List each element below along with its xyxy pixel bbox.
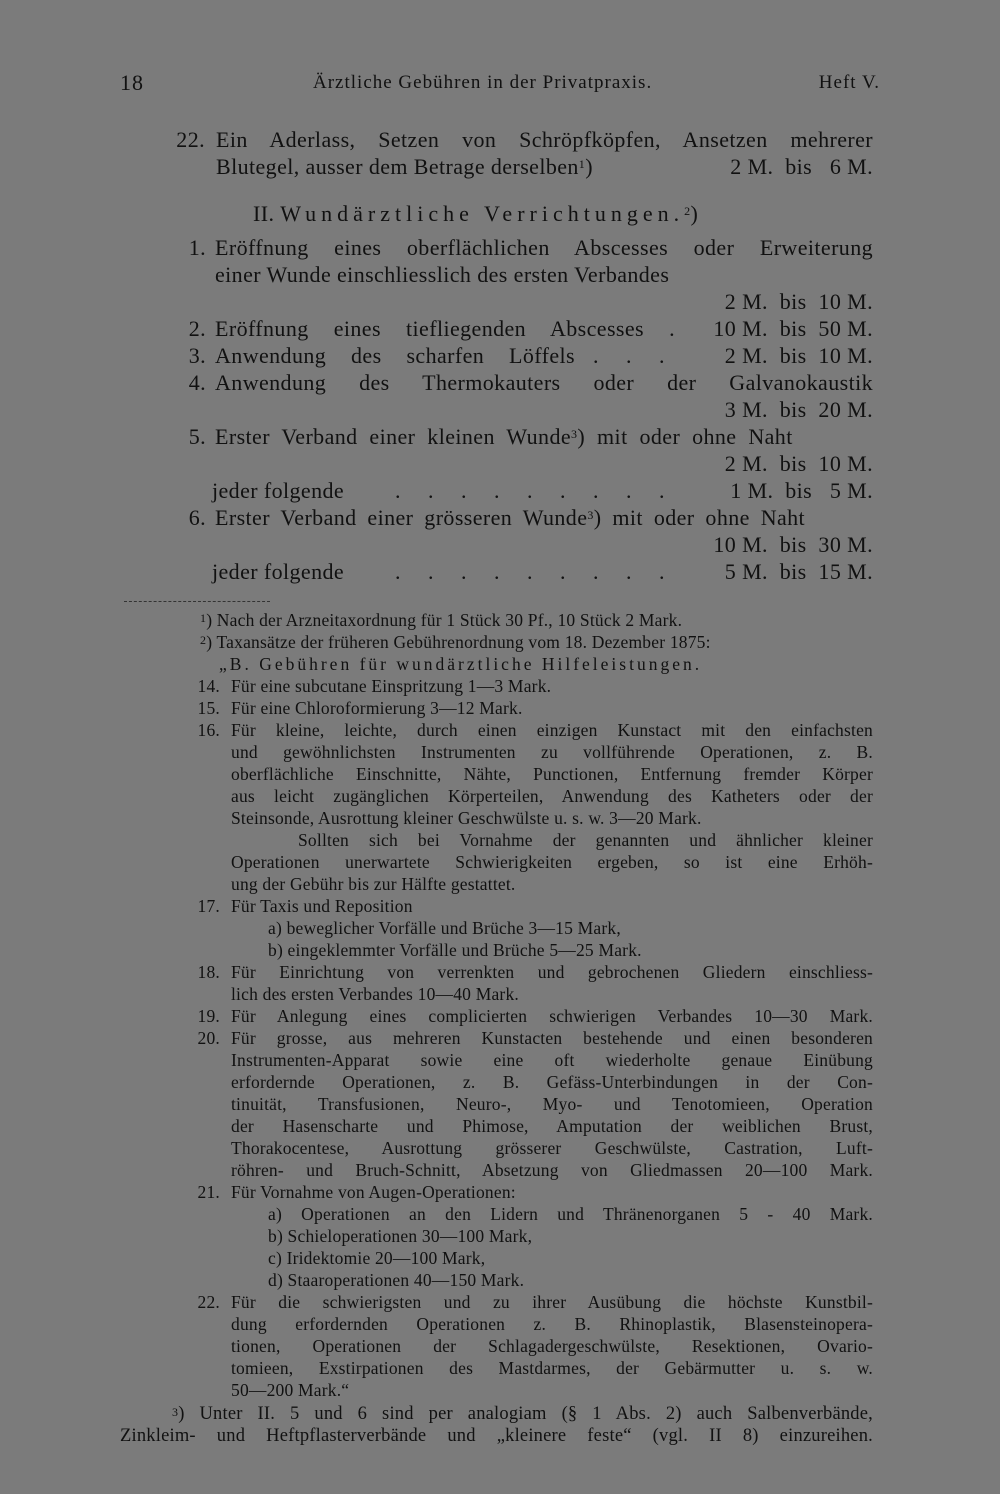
footnote-text: ) Taxansätze der früheren Gebührenordnung vom 18. Dezember 1875: [206,632,711,652]
quoted-text: Steinsonde, Ausrottung kleiner Geschwülste u. s. w. 3—20 Mark. [231,808,702,828]
item-3-line [0,342,1000,369]
quoted-text: Instrumenten-Apparat sowie eine oft wiederholte genaue Einübung [231,1050,873,1070]
quoted-text: tionen, Operationen der Schlagadergeschwülste, Resektionen, Ovario- [231,1336,873,1356]
item-text-cont: ) mit oder ohne Naht [577,424,793,449]
running-title: Ärztliche Gebühren in der Privatpraxis. [313,72,653,93]
footnote-text: ) Nach der Arzneitaxordnung für 1 Stück 30 Pf., 10 Stück 2 Mark. [206,610,683,630]
quoted-text: 50—200 Mark.“ [231,1380,350,1400]
quoted-subitem: a) beweglicher Vorfälle und Brüche 3—15 Mark, [268,918,621,938]
quoted-subitem: b) Schieloperationen 30—100 Mark, [268,1226,533,1246]
footnote-separator [124,601,270,602]
issue-label: Heft V. [818,72,880,93]
item-number: 4. [188,370,206,395]
quoted-line [298,830,873,852]
item-1-amount-line [0,288,1000,315]
quoted-text: ung der Gebühr bis zur Hälfte gestattet. [231,874,516,894]
item-text-cont: ) mit oder ohne Naht [593,505,806,530]
quoted-number: 19. [197,1006,220,1026]
item-amount: 3 M. bis 20 M. [724,397,873,422]
item-6-amount-line [0,531,1000,558]
quoted-text: Für Taxis und Reposition [231,896,413,916]
quoted-text: Für die schwierigsten und zu ihrer Ausübung die höchste Kunstbil- [231,1292,873,1312]
item-number: 2. [188,316,206,341]
quoted-line [231,764,873,786]
quoted-text: und gewöhnlichsten Instrumenten zu vollführende Operationen, z. B. [231,742,873,762]
quoted-line [231,1160,873,1182]
leader-dots: . . . [593,343,676,368]
footnote-ref: 3 [571,427,578,441]
footnote-2 [200,632,711,654]
quoted-item-19 [0,1006,1000,1028]
item-amount: 10 M. bis 50 M. [713,316,873,341]
quoted-text: lich des ersten Verbandes 10—40 Mark. [231,984,519,1004]
item-text: Erster Verband einer kleinen Wunde [215,424,572,449]
quoted-item-21 [0,1182,1000,1204]
item-amount: 10 M. bis 30 M. [713,532,873,557]
item-amount: 5 M. bis 15 M. [724,559,873,584]
footnote-mark: 3 [172,1405,179,1419]
quoted-line [231,1094,873,1116]
footnote-text: Zinkleim- und Heftpflasterverbände und „kleinere feste“ (vgl. II 8) einzureihen. [120,1426,873,1446]
follow-label: jeder folgende [212,478,345,503]
footnote-ref: 2 [684,204,691,218]
item-number: 6. [188,505,206,530]
quoted-text: Für Vornahme von Augen-Operationen: [231,1182,516,1202]
leader-dots: . . . . . . . . . [395,559,676,584]
quoted-text: Für Einrichtung von verrenkten und gebrochenen Gliedern einschliess- [231,962,873,982]
quoted-number: 17. [197,896,220,916]
page-number: 18 [120,70,144,95]
item-text: Erster Verband einer grösseren Wunde [215,505,588,530]
quoted-subitem: c) Iridektomie 20—100 Mark, [268,1248,486,1268]
leader-dots: . . . . . . . . . [395,478,676,503]
item-amount: 2 M. bis 10 M. [724,451,873,476]
item-amount: 2 M. bis 10 M. [724,343,873,368]
item-amount: 1 M. bis 5 M. [730,478,873,503]
quoted-item-22 [0,1292,1000,1314]
quoted-text: Für eine Chloroformierung 3—12 Mark. [231,698,523,718]
quoted-subitem: d) Staaroperationen 40—150 Mark. [268,1270,525,1290]
quoted-number: 14. [197,676,220,696]
quoted-text: Sollten sich bei Vornahme der genannten und ähnlicher kleiner [298,830,873,850]
item-number: 5. [188,424,206,449]
item-text: Anwendung des scharfen Löffels [215,343,575,368]
item-1-line-1 [0,234,1000,261]
running-header [120,70,880,100]
quoted-item-18 [0,962,1000,984]
quoted-number: 18. [197,962,220,982]
quoted-subitem: b) eingeklemmter Vorfälle und Brüche 5—25 Mark. [268,940,642,960]
item-5-follow-line [0,477,1000,504]
item-4-amount-line [0,396,1000,423]
quoted-line [231,1314,873,1336]
quoted-number: 15. [197,698,220,718]
item-text: Anwendung des Thermokauters oder der Galvanokaustik [215,370,873,395]
item-6-line-1 [0,504,1000,531]
footnote-3 [172,1404,873,1426]
quoted-text: tinuität, Transfusionen, Neuro-, Myo- und Tenotomieen, Operation [231,1094,873,1114]
quoted-number: 22. [197,1292,220,1312]
item-text: Ein Aderlass, Setzen von Schröpfköpfen, Ansetzen mehrerer [216,127,873,152]
follow-label: jeder folgende [212,559,345,584]
item-5-line-1 [0,423,1000,450]
quoted-line [231,1138,873,1160]
quoted-number: 21. [197,1182,220,1202]
item-5-amount-line [0,450,1000,477]
footnote-mark: 1 [200,611,207,625]
quoted-text: Thorakocentese, Ausrottung grösserer Geschwülste, Castration, Luft- [231,1138,873,1158]
quoted-text: tomieen, Exstirpationen des Mastdarmes, der Gebärmutter u. s. w. [231,1358,873,1378]
quoted-item-15 [0,698,1000,720]
quoted-line [231,852,873,874]
footnote-ref: 1 [578,157,586,171]
section-heading: II. Wundärztliche Verrichtungen.$^2$) [253,201,699,226]
footnote-1 [200,610,682,632]
quoted-text: Für Anlegung eines complicierten schwierigen Verbandes 10—30 Mark. [231,1006,873,1026]
item-4-line-1 [0,369,1000,396]
footnote-mark: 2 [200,633,207,647]
quoted-text: der Hasenscharte und Phimose, Amputation der weiblichen Brust, [231,1116,873,1136]
item-2-line [0,315,1000,342]
quoted-line [231,742,873,764]
footnote-3-line-2 [120,1426,873,1448]
section-numeral: II. [253,201,275,226]
quoted-item-14 [0,676,1000,698]
quoted-line [231,786,873,808]
item-number: 1. [188,235,206,260]
section-title: Wundärztliche Verrichtungen. [280,201,685,226]
footnote-ref: 3 [587,508,594,522]
quoted-text: dung erfordernden Operationen z. B. Rhinoplastik, Blasensteinopera- [231,1314,873,1334]
quoted-text: Für kleine, leichte, durch einen einzigen Kunstact mit den einfachsten [231,720,873,740]
quoted-text: Für eine subcutane Einspritzung 1—3 Mark. [231,676,552,696]
quoted-number: 16. [197,720,220,740]
quoted-number: 20. [197,1028,220,1048]
quoted-subitem [268,1204,873,1226]
item-amount: 2 M. bis 6 M. [730,154,873,179]
quoted-text: röhren- und Bruch-Schnitt, Absetzung von Gliedmassen 20—100 Mark. [231,1160,873,1180]
quoted-line [231,1358,873,1380]
item-text: Blutegel, ausser dem Betrage derselben [216,154,579,179]
quoted-heading: „B. Gebühren für wundärztliche Hilfeleistungen. [219,654,703,674]
item-6-follow-line [0,558,1000,585]
quoted-text: aus leicht zugänglichen Körperteilen, Anwendung des Katheters oder der [231,786,873,806]
quoted-item-20 [0,1028,1000,1050]
item-text: Eröffnung eines oberflächlichen Abscesses oder Erweiterung [215,235,873,260]
item-number: 3. [188,343,206,368]
item-amount: 2 M. bis 10 M. [724,289,873,314]
item-22-line-2: Blutegel, ausser dem Betrage derselben$^1$) 2 M. bis 6 M. [216,154,873,179]
quoted-text: Operationen unerwartete Schwierigkeiten ergeben, so ist eine Erhöh- [231,852,873,872]
item-number: 22. [176,127,205,152]
quoted-line [231,1336,873,1358]
quoted-text: Für grosse, aus mehreren Kunstacten bestehende und einen besonderen [231,1028,873,1048]
item-22-line-1 [0,126,1000,153]
footnote-text: ) Unter II. 5 und 6 sind per analogiam (§ 1 Abs. 2) auch Salbenverbände, [178,1404,873,1424]
quoted-item-16 [0,720,1000,742]
quoted-text: oberflächliche Einschnitte, Nähte, Punctionen, Entfernung fremder Körper [231,764,873,784]
quoted-line [231,1116,873,1138]
quoted-text: erfordernde Operationen, z. B. Gefäss-Unterbindungen in der Con- [231,1072,873,1092]
quoted-line [231,1050,873,1072]
item-text: einer Wunde einschliesslich des ersten Verbandes [215,262,670,287]
item-1-line-2 [0,261,1000,288]
quoted-item-17 [0,896,1000,918]
quoted-text: a) Operationen an den Lidern und Thränenorganen 5 - 40 Mark. [268,1204,873,1224]
quoted-line [231,1072,873,1094]
item-text: Eröffnung eines tiefliegenden Abscesses . [215,316,675,341]
